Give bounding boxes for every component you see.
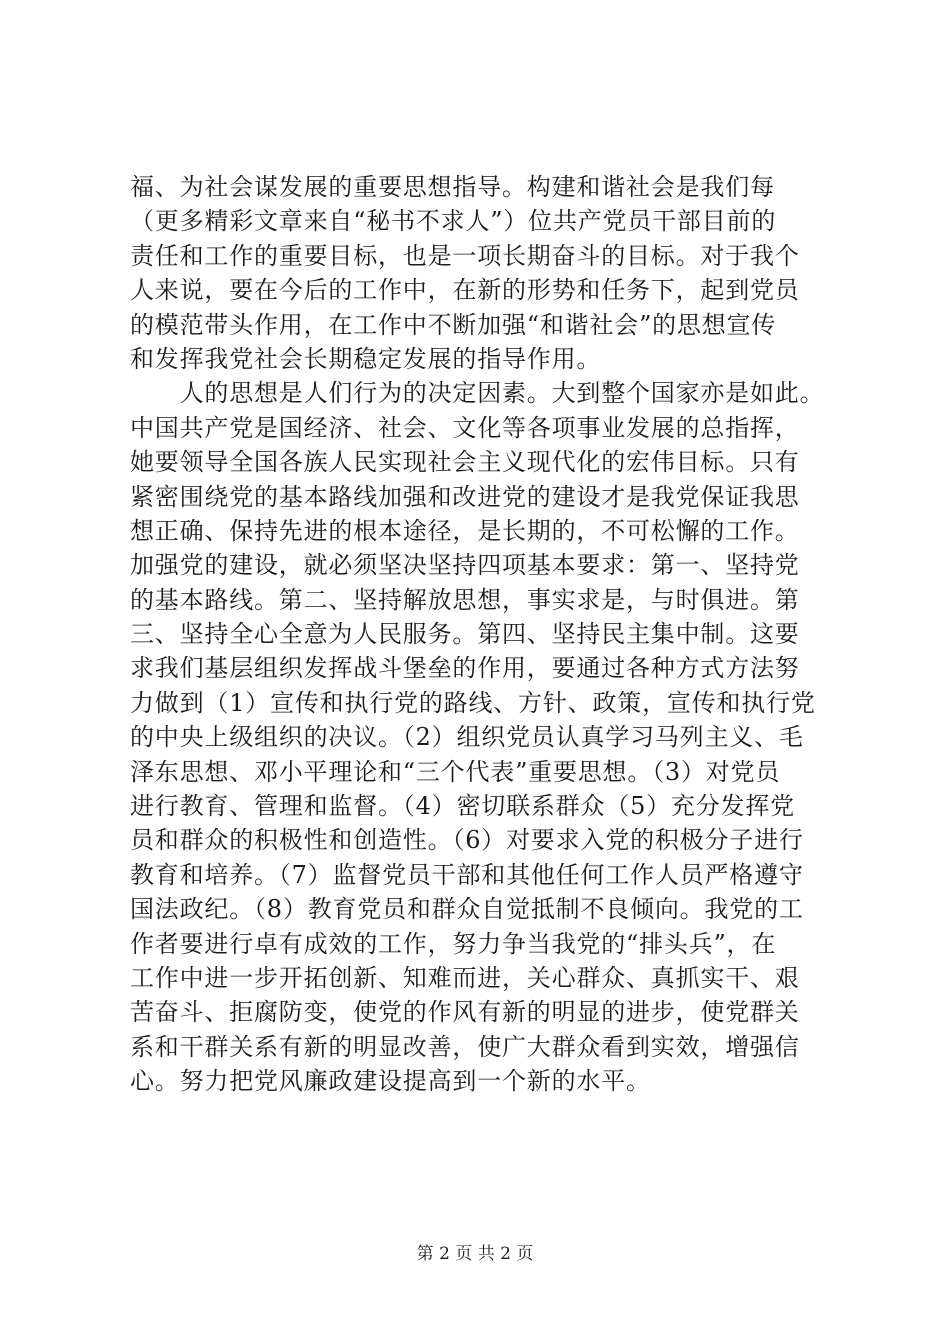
page-number-footer: 第 2 页 共 2 页: [416, 1244, 534, 1264]
text-line: 责任和工作的重要目标，也是一项长期奋斗的目标。对于我个: [130, 241, 800, 270]
text-line: 紧密围绕党的基本路线加强和改进党的建设才是我党保证我思: [130, 482, 800, 511]
text-line: 进行教育、管理和监督。（4）密切联系群众（5）充分发挥党: [130, 792, 795, 821]
text-line: 人来说，要在今后的工作中，在新的形势和任务下，起到党员: [130, 276, 800, 305]
text-line: 人的思想是人们行为的决定因素。大到整个国家亦是如此。: [130, 379, 825, 408]
text-line: 工作中进一步开拓创新、知难而进，关心群众、真抓实干、艰: [130, 963, 800, 992]
text-line: 系和干群关系有新的明显改善，使广大群众看到实效，增强信: [130, 1032, 800, 1061]
text-line: 泽东思想、邓小平理论和“三个代表”重要思想。（3）对党员: [130, 757, 781, 786]
text-line: 她要领导全国各族人民实现社会主义现代化的宏伟目标。只有: [130, 448, 800, 477]
text-line: 和发挥我党社会长期稳定发展的指导作用。: [130, 344, 602, 373]
text-line: 力做到（1）宣传和执行党的路线、方针、政策，宣传和执行党: [130, 688, 816, 717]
text-line: 中国共产党是国经济、社会、文化等各项事业发展的总指挥，: [130, 413, 800, 442]
text-line: 福、为社会谋发展的重要思想指导。构建和谐社会是我们每: [130, 173, 775, 201]
text-line: 作者要进行卓有成效的工作，努力争当我党的“排头兵”，在: [130, 929, 777, 958]
text-line: 想正确、保持先进的根本途径，是长期的，不可松懈的工作。: [130, 516, 800, 545]
text-line: 的中央上级组织的决议。（2）组织党员认真学习马列主义、毛: [130, 723, 804, 752]
text-line: 求我们基层组织发挥战斗堡垒的作用，要通过各种方式方法努: [130, 654, 800, 683]
text-line: 三、坚持全心全意为人民服务。第四、坚持民主集中制。这要: [130, 620, 800, 649]
text-line: 的基本路线。第二、坚持解放思想，事实求是，与时俱进。第: [130, 585, 800, 614]
text-line: 心。努力把党风廉政建设提高到一个新的水平。: [130, 1067, 651, 1096]
body-text: [130, 170, 850, 1099]
text-line: 教育和培养。（7）监督党员干部和其他任何工作人员严格遵守: [130, 860, 804, 889]
text-line: 国法政纪。（8）教育党员和群众自觉抵制不良倾向。我党的工: [130, 895, 804, 924]
text-line: （更多精彩文章来自“秘书不求人”）位共产党员干部目前的: [130, 207, 777, 236]
text-line: 加强党的建设，就必须坚决坚持四项基本要求：第一、坚持党: [130, 551, 800, 580]
text-line: 苦奋斗、拒腐防变，使党的作风有新的明显的进步，使党群关: [130, 998, 800, 1027]
text-line: 员和群众的积极性和创造性。（6）对要求入党的积极分子进行: [130, 826, 804, 855]
text-line: 的模范带头作用，在工作中不断加强“和谐社会”的思想宣传: [130, 310, 777, 339]
